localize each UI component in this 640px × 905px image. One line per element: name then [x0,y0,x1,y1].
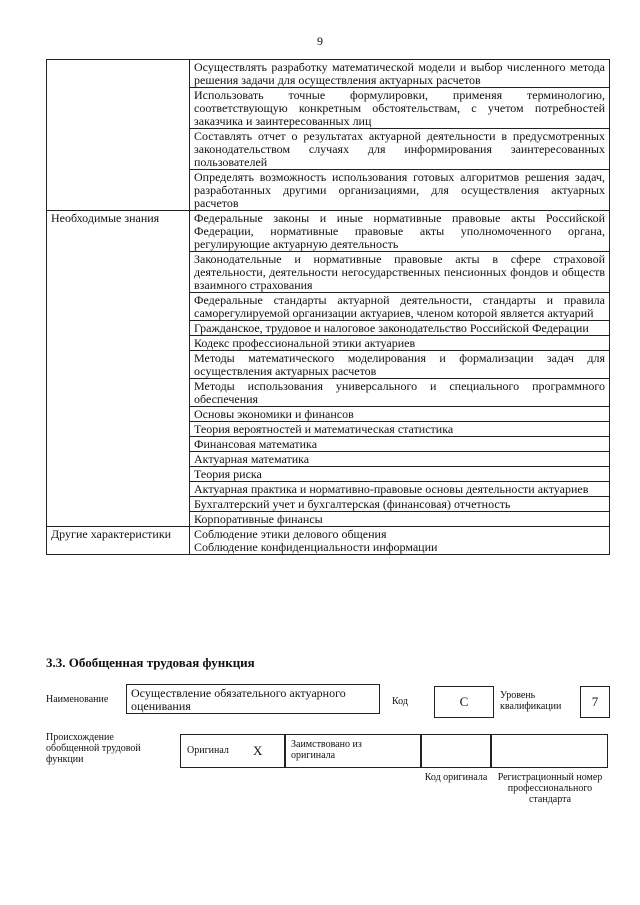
code-original-label: Код оригинала [424,772,488,783]
row-content: Теория риска [190,467,610,482]
row-label [47,60,190,211]
row-content: Бухгалтерский учет и бухгалтерская (финансовая) отчетность [190,497,610,512]
row-content: Определять возможность использования готовых алгоритмов решения задач, разработанных другими организациями, для осуществления актуарных расчетов [190,170,610,211]
reg-number-cell [490,734,608,768]
original-mark: X [253,743,263,758]
row-content: Осуществлять разработку математической модели и выбор численного метода решения задачи для осуществления актуарных расчетов [190,60,610,88]
code-label: Код [392,696,408,707]
row-content: Федеральные законы и иные нормативные правовые акты Российской Федерации, нормативные правовые акты уполномоченного органа, регулирующие актуарную деятельность [190,211,610,252]
table-row [47,211,610,252]
row-content: Актуарная математика [190,452,610,467]
level-value: 7 [580,686,610,718]
knowledge-table [46,59,610,555]
page-number: 9 [317,34,323,48]
row-content: Использовать точные формулировки, применяя терминологию, соответствующую конкретным обстоятельствам, с учетом потребностей заказчика и заинтересованных лиц [190,88,610,129]
row-label: Необходимые знания [47,211,190,527]
name-value: Осуществление обязательного актуарного оценивания [126,684,380,714]
row-content: Основы экономики и финансов [190,407,610,422]
table-row [47,527,610,555]
row-content: Составлять отчет о результатах актуарной деятельности в предусмотренных законодательством случаях для информирования заинтересованных пользователей [190,129,610,170]
row-content: Федеральные стандарты актуарной деятельности, стандарты и правила саморегулируемой организации актуариев, членом которой является актуарий [190,293,610,321]
borrowed-label: Заимствовано из оригинала [291,739,362,761]
row-label: Другие характеристики [47,527,190,555]
origin-label: Происхождение обобщенной трудовой функции [46,732,141,765]
row-content: Методы математического моделирования и формализации задач для осуществления актуарных расчетов [190,351,610,379]
row-content: Корпоративные финансы [190,512,610,527]
row-content: Теория вероятностей и математическая статистика [190,422,610,437]
original-cell [180,734,286,768]
row-content: Методы использования универсального и специального программного обеспечения [190,379,610,407]
row-content: Актуарная практика и нормативно-правовые основы деятельности актуариев [190,482,610,497]
row-content: Соблюдение этики делового общения Соблюдение конфиденциальности информации [190,527,610,555]
table-row [47,60,610,88]
row-content: Гражданское, трудовое и налоговое законодательство Российской Федерации [190,321,610,336]
level-label: Уровень квалификации [500,690,562,712]
row-content: Законодательные и нормативные правовые акты в сфере страховой деятельности, деятельности негосударственных пенсионных фондов и обществ взаимного страхования [190,252,610,293]
code-original-cell [420,734,492,768]
original-label: Оригинал [187,745,229,756]
row-content: Финансовая математика [190,437,610,452]
name-label: Наименование [46,694,109,705]
reg-number-label: Регистрационный номер профессионального стандарта [497,772,603,805]
row-content: Кодекс профессиональной этики актуариев [190,336,610,351]
code-value: C [434,686,494,718]
borrowed-cell [284,734,422,768]
section-title: 3.3. Обобщенная трудовая функция [46,655,255,670]
